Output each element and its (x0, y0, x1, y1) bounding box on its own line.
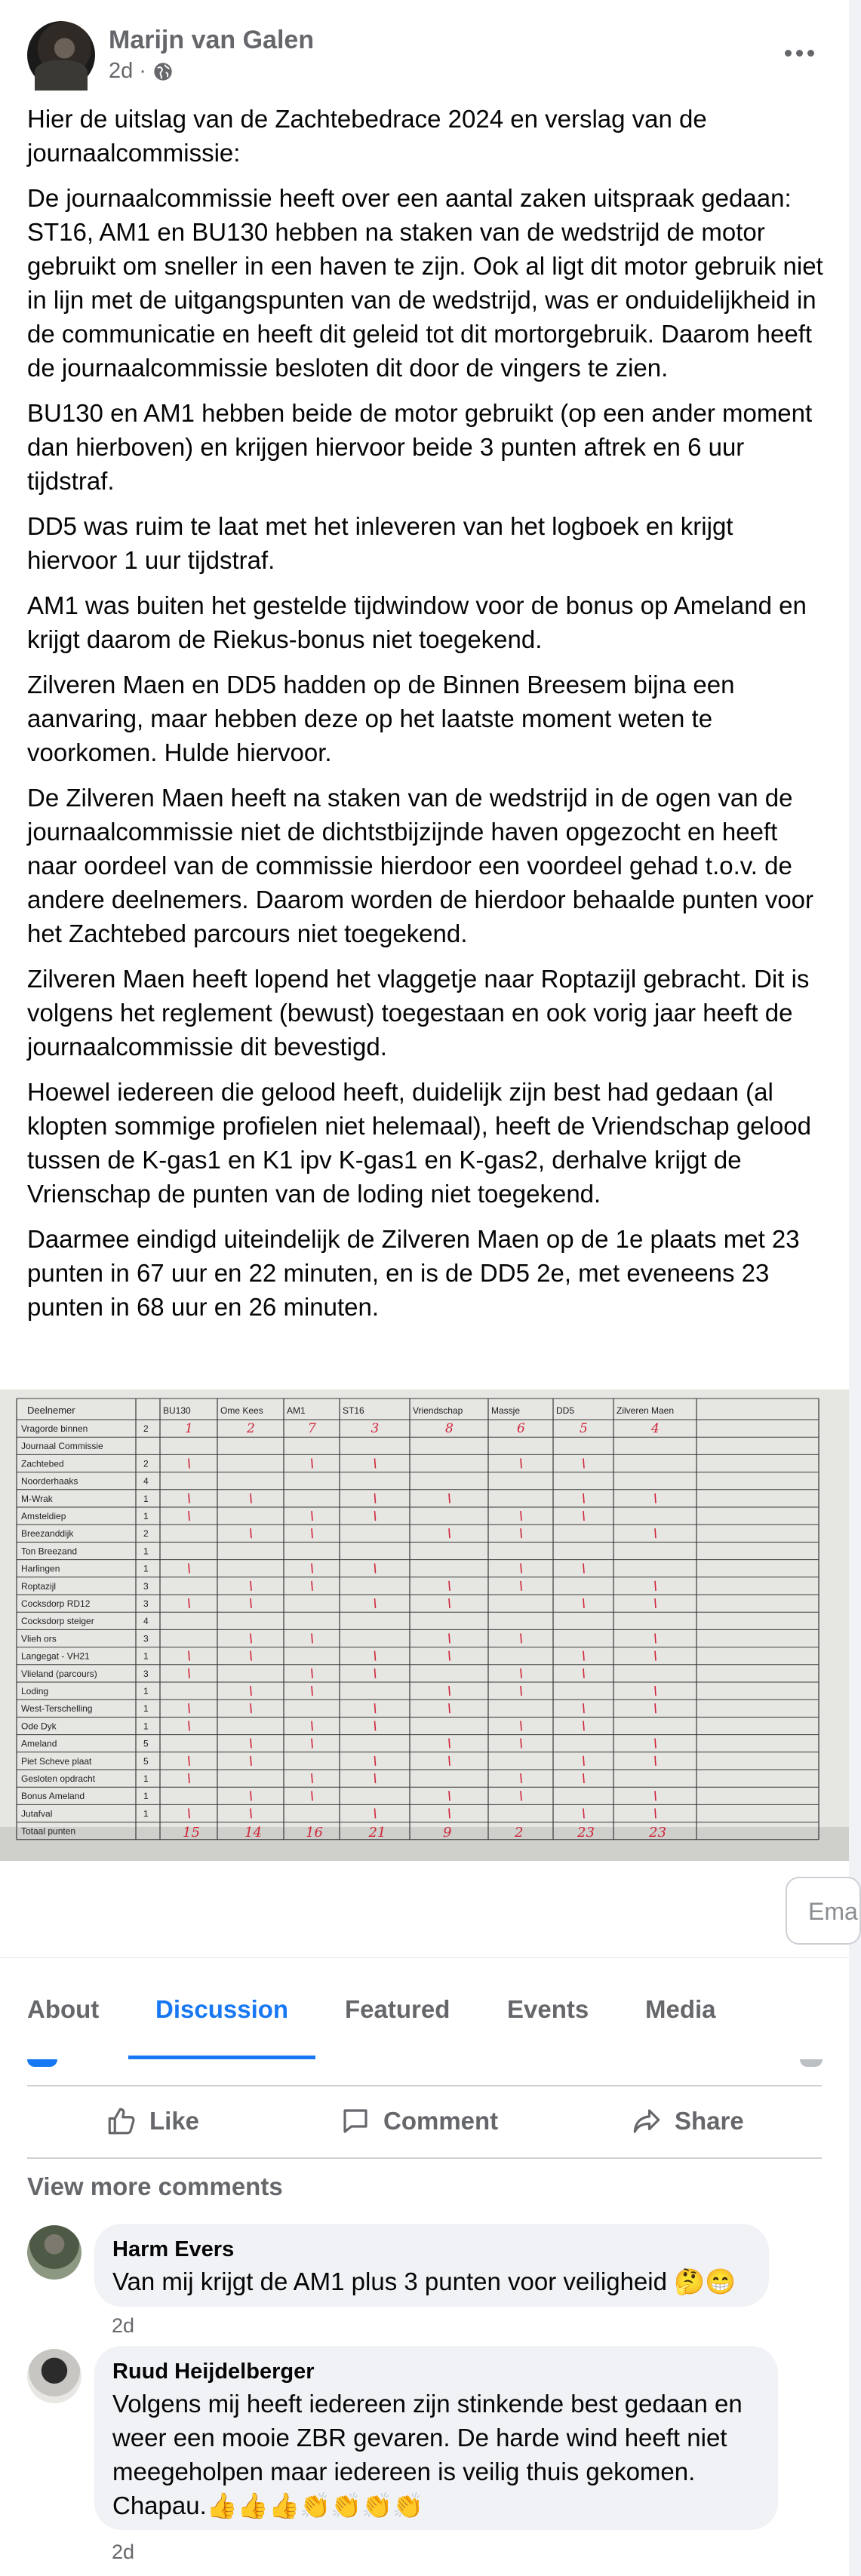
ink-mark (449, 1686, 450, 1696)
post-paragraph: Daarmee eindigd uiteindelijk de Zilveren Maen op de 1e plaats met 23 punten in 67 uur en 22 minuten, en is de DD5 2e, met eveneens 23 punten in 68 uur en 26 minuten. (27, 1225, 800, 1321)
row-label: Cocksdorp steiger (21, 1616, 94, 1627)
row-value: 1 (143, 1703, 149, 1715)
paper-shadow (0, 1824, 849, 1861)
ink-mark (655, 1756, 656, 1766)
row-label: Piet Scheve plaat (21, 1755, 92, 1767)
total-value: 15 (183, 1824, 200, 1841)
row-label: Bonus Ameland (21, 1791, 85, 1802)
post-paragraph: Hier de uitslag van de Zachtebedrace 2024 en verslag van de journaalcommissie: (27, 105, 707, 167)
page-tabs (0, 1957, 849, 2059)
team-header: ST16 (343, 1405, 364, 1416)
ink-mark (583, 1651, 584, 1661)
ink-mark (375, 1808, 376, 1818)
team-header: DD5 (556, 1405, 575, 1416)
comment-icon (340, 2105, 371, 2137)
ink-mark (449, 1651, 450, 1661)
row-label: Journaal Commissie (21, 1441, 103, 1452)
tab-about[interactable]: About (27, 1994, 100, 2023)
row-label: Zachtebed (21, 1458, 64, 1469)
order-mark: 8 (445, 1421, 454, 1436)
ink-mark (655, 1808, 656, 1818)
ink-mark (449, 1633, 450, 1643)
row-value: 5 (143, 1738, 149, 1749)
avatar[interactable] (27, 2225, 81, 2280)
author-name[interactable]: Marijn van Galen (109, 26, 315, 54)
ink-mark (449, 1494, 450, 1503)
row-label: Vlieland (parcours) (21, 1668, 97, 1679)
row-value: 2 (143, 1528, 149, 1540)
ink-mark (583, 1564, 584, 1574)
row-value: 3 (143, 1668, 149, 1679)
row-label: Amsteldiep (21, 1511, 66, 1521)
comment-label: Comment (383, 2107, 499, 2135)
ink-mark (655, 1633, 656, 1643)
team-header: Massje (491, 1405, 521, 1416)
scoresheet-photo[interactable] (0, 1389, 849, 1861)
like-icon (106, 2105, 137, 2137)
order-mark: 4 (651, 1421, 660, 1436)
total-value: 21 (368, 1824, 386, 1841)
row-label: Roptazijl (21, 1580, 57, 1592)
ink-mark (375, 1651, 376, 1661)
post-paragraph: BU130 en AM1 hebben beide de motor gebruikt (op een ander moment dan hierboven) en krijgen hiervoor beide 3 punten aftrek en 6 uur tijdstraf. (27, 399, 813, 495)
row-value: 1 (143, 1721, 149, 1732)
like-label: Like (149, 2107, 200, 2135)
ink-mark (449, 1598, 450, 1608)
email-placeholder: Ema (808, 1898, 858, 1925)
total-value: 9 (443, 1824, 452, 1841)
row-value: 1 (143, 1773, 149, 1784)
row-value: 4 (143, 1616, 149, 1627)
ink-mark (655, 1739, 656, 1749)
post-paragraph: Hoewel iedereen die gelood heeft, duidelijk zijn best had gedaan (al klopten sommige profielen niet helemaal), heeft de Vriendschap gelood tussen de K-gas1 en K1 ipv K-gas1 en K-gas2, derhalve krijgt de Vrienschap de punten van de loding niet toegekend. (27, 1078, 811, 1208)
ink-mark (583, 1511, 584, 1521)
post-paragraph: Zilveren Maen en DD5 hadden op de Binnen Breesem bijna een aanvaring, maar hebben deze op het laatste moment weten te voorkomen. Hulde hiervoor. (27, 671, 735, 766)
row-value: 1 (143, 1546, 149, 1557)
comment-author[interactable]: Ruud Heijdelberger (112, 2360, 315, 2384)
row-label: Gesloten opdracht (21, 1773, 96, 1784)
share-label: Share (675, 2107, 744, 2135)
row-label: Harlingen (21, 1563, 60, 1574)
email-input[interactable] (786, 1877, 861, 1945)
order-mark: 2 (247, 1421, 255, 1436)
total-value: 16 (306, 1824, 323, 1841)
order-mark: 1 (185, 1421, 193, 1436)
row-value: 1 (143, 1563, 149, 1574)
ink-mark (375, 1511, 376, 1521)
reaction-icon (27, 2059, 57, 2067)
row-label: M-Wrak (21, 1493, 53, 1504)
comment-button[interactable] (340, 2088, 498, 2154)
like-button[interactable] (106, 2088, 199, 2154)
row-value: 3 (143, 1598, 149, 1609)
row-label: Noorderhaaks (21, 1475, 78, 1487)
tab-media[interactable]: Media (645, 1994, 716, 2023)
row-value: 1 (143, 1650, 149, 1662)
ink-mark (583, 1721, 584, 1730)
ink-mark (655, 1703, 656, 1713)
row-label: Ameland (21, 1738, 57, 1749)
divider (27, 2085, 822, 2086)
comment-bubble (94, 2224, 769, 2307)
total-value: 23 (649, 1824, 666, 1841)
row-value: 1 (143, 1493, 149, 1504)
ink-mark (655, 1686, 656, 1696)
row-label: Vlieh ors (21, 1633, 57, 1644)
row-value: 1 (143, 1791, 149, 1802)
order-mark: 3 (371, 1421, 380, 1436)
comment-bubble (94, 2346, 778, 2530)
share-icon (631, 2105, 663, 2137)
row-label: Totaal punten (21, 1825, 76, 1837)
ink-mark (583, 1703, 584, 1713)
ink-mark (375, 1773, 376, 1783)
comments-section (0, 2059, 849, 2576)
post-paragraph: DD5 was ruim te laat met het inleveren van het logboek en krijgt hiervoor 1 uur tijdstraf. (27, 512, 733, 574)
reaction-icon (800, 2059, 823, 2067)
ink-mark (375, 1756, 376, 1766)
team-header: Zilveren Maen (617, 1405, 675, 1416)
ink-mark (449, 1581, 450, 1591)
row-value: 5 (143, 1755, 149, 1767)
scoresheet-drawing (0, 1389, 849, 1861)
total-value: 2 (515, 1824, 524, 1841)
team-header: BU130 (163, 1405, 191, 1416)
ink-mark (375, 1721, 376, 1730)
post-paragraph: De Zilveren Maen heeft na staken van de wedstrijd in de ogen van de journaalcommissie niet de dichtstbijzijnde haven opgezocht en heeft naar oordeel van de commissie hierdoor een voordeel gehad t.o.v. de andere deelnemers. Daarom worden de hierdoor behaalde punten voor het Zachtebed parcours niet toegekend. (27, 784, 814, 947)
row-label: West-Terschelling (21, 1703, 93, 1715)
ink-mark (583, 1494, 584, 1503)
tab-discussion[interactable]: Discussion (155, 1958, 288, 2060)
comment-time[interactable]: 2d (112, 2541, 135, 2563)
row-value: 1 (143, 1511, 149, 1521)
ink-mark (583, 1756, 584, 1766)
row-value: 3 (143, 1580, 149, 1592)
team-header: Vriendschap (413, 1405, 463, 1416)
ink-mark (375, 1598, 376, 1608)
row-label: Loding (21, 1686, 49, 1696)
tab-events[interactable]: Events (507, 1994, 589, 2023)
post-paragraph: Zilveren Maen heeft lopend het vlaggetje naar Roptazijl gebracht. Dit is volgens het reglement (bewust) toegestaan en ook vorig jaar heeft de journaalcommissie dit bevestigd. (27, 965, 810, 1061)
sheet-header: Deelnemer (27, 1405, 75, 1416)
row-value: 3 (143, 1633, 149, 1644)
row-value: 2 (143, 1423, 149, 1434)
avatar[interactable] (27, 2349, 81, 2403)
comment-author[interactable]: Harm Evers (112, 2237, 235, 2261)
team-header: AM1 (287, 1405, 306, 1416)
team-header: Ome Kees (220, 1405, 263, 1416)
ink-mark (375, 1564, 376, 1574)
ink-mark (583, 1808, 584, 1818)
post-meta (109, 59, 174, 84)
post-time[interactable]: 2d (109, 59, 134, 83)
ink-mark (655, 1528, 656, 1538)
ink-mark (449, 1808, 450, 1818)
ink-mark (583, 1669, 584, 1678)
more-options-icon[interactable] (776, 38, 822, 68)
row-label: Vragorde binnen (21, 1423, 88, 1434)
paper (0, 1389, 849, 1861)
post-paragraph: AM1 was buiten het gestelde tijdwindow voor de bonus op Ameland en krijgt daarom de Riekus-bonus niet toegekend. (27, 591, 807, 653)
row-label: Jutafval (21, 1808, 53, 1819)
row-value: 4 (143, 1475, 149, 1487)
ink-mark (449, 1791, 450, 1801)
row-label: Ode Dyk (21, 1721, 57, 1732)
ink-mark (449, 1756, 450, 1766)
ink-mark (375, 1703, 376, 1713)
row-label: Breezanddijk (21, 1528, 74, 1540)
meta-separator: · (139, 59, 146, 83)
row-label: Ton Breezand (21, 1546, 78, 1557)
divider (27, 2157, 822, 2159)
globe-icon (152, 61, 174, 82)
ink-mark (449, 1528, 450, 1538)
comment-text: Van mij krijgt de AM1 plus 3 punten voor veiligheid 🤔😁 (112, 2267, 736, 2295)
ink-mark (449, 1739, 450, 1749)
post-paragraph: De journaalcommissie heeft over een aantal zaken uitspraak gedaan: ST16, AM1 en BU130 hebben na staken van de wedstrijd de motor gebruikt om sneller in een haven te zijn. Ook al ligt dit motor gebruik niet in lijn met de uitgangspunten van de wedstrijd, was er onduidelijkheid in de communicatie en heeft dit geleid tot dit mortorgebruik. Daarom heeft de journaalcommissie besloten dit door de vingers te zien. (27, 184, 823, 382)
row-value: 1 (143, 1808, 149, 1819)
ink-mark (655, 1791, 656, 1801)
row-value: 1 (143, 1686, 149, 1696)
ink-mark (583, 1458, 584, 1468)
ink-mark (375, 1669, 376, 1678)
ink-mark (449, 1703, 450, 1713)
tab-featured[interactable]: Featured (345, 1994, 450, 2023)
ink-mark (583, 1773, 584, 1783)
total-value: 14 (244, 1824, 262, 1841)
order-mark: 7 (308, 1421, 316, 1436)
row-label: Cocksdorp RD12 (21, 1598, 91, 1609)
order-mark: 6 (517, 1421, 525, 1436)
total-value: 23 (577, 1824, 595, 1841)
post-header (27, 21, 822, 91)
share-button[interactable] (631, 2088, 744, 2154)
row-label: Langegat - VH21 (21, 1650, 90, 1662)
ink-mark (655, 1581, 656, 1591)
post-actions (27, 2088, 822, 2154)
post-text (27, 102, 823, 1335)
comment-time[interactable]: 2d (112, 2314, 135, 2337)
ink-mark (375, 1458, 376, 1468)
view-more-comments[interactable]: View more comments (27, 2172, 283, 2200)
author-avatar[interactable] (27, 21, 95, 89)
row-value: 2 (143, 1458, 149, 1469)
order-mark: 5 (580, 1421, 588, 1436)
ink-mark (375, 1494, 376, 1503)
ink-mark (583, 1598, 584, 1608)
ink-mark (655, 1651, 656, 1661)
comment-text: Volgens mij heeft iedereen zijn stinkende best gedaan en weer een mooie ZBR gevaren. De harde wind heeft niet meegeholpen maar iedereen is veilig thuis gekomen. Chapau.👍👍👍👏👏👏👏 (112, 2390, 743, 2519)
ink-mark (655, 1494, 656, 1503)
ink-mark (655, 1598, 656, 1608)
